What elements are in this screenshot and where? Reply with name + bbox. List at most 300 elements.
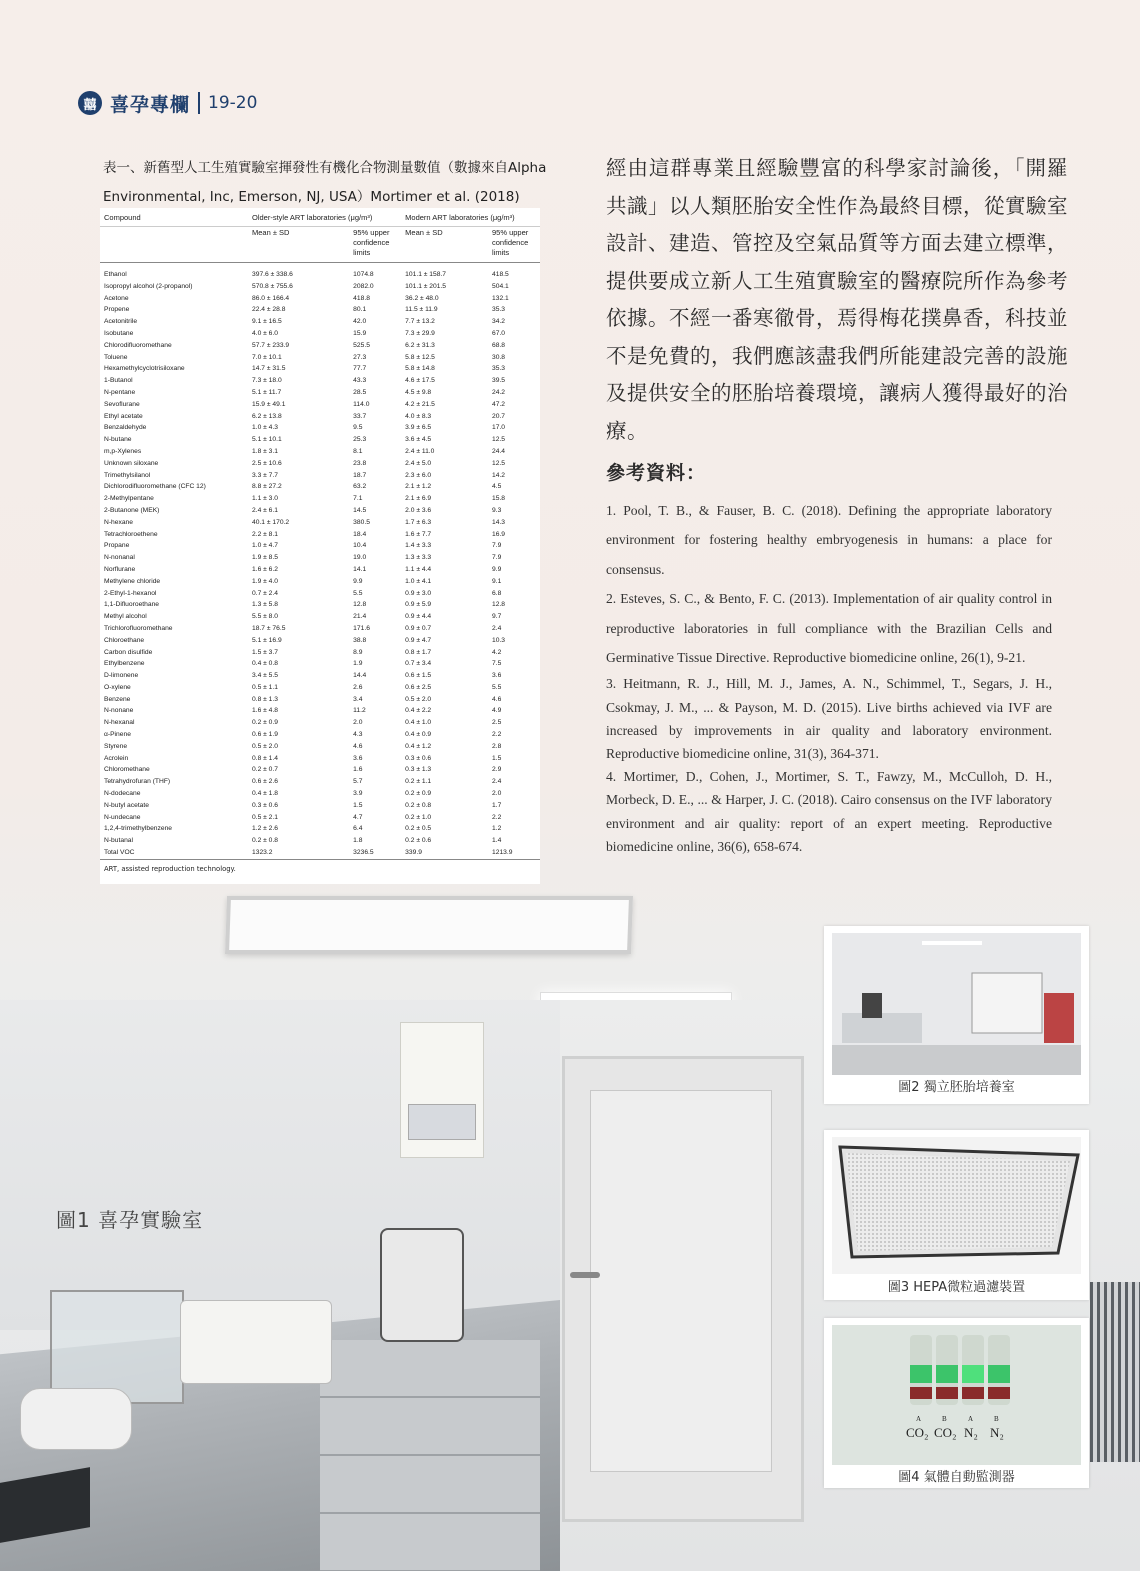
- table-cell: N-pentane: [104, 388, 136, 396]
- table-row: [100, 328, 540, 340]
- table-cell: 0.9 ± 5.9: [405, 601, 432, 609]
- table-cell: 30.8: [492, 353, 506, 361]
- table-row: [100, 458, 540, 470]
- table-cell: 42.0: [353, 318, 367, 326]
- table-cell: 0.2 ± 1.0: [405, 813, 432, 821]
- table-cell: 15.9 ± 49.1: [252, 400, 286, 408]
- table-row: [100, 352, 540, 364]
- table-cell: 77.7: [353, 365, 367, 373]
- column-logo-icon: 囍: [78, 91, 102, 115]
- table-cell: 2.9: [492, 766, 502, 774]
- table-row: [100, 493, 540, 505]
- table-cell: 15.9: [353, 329, 367, 337]
- voc-table: [100, 208, 540, 884]
- table-cell: 5.5: [492, 683, 502, 691]
- table-cell: 39.5: [492, 377, 506, 385]
- table-cell: 1.6 ± 4.8: [252, 707, 278, 715]
- table-cell: 0.8 ± 1.7: [405, 648, 432, 656]
- table-cell: 2.4 ± 6.1: [252, 506, 278, 514]
- table-cell: 40.1 ± 170.2: [252, 518, 290, 526]
- table-row: [100, 847, 540, 859]
- table-cell: N-butyl acetate: [104, 801, 149, 809]
- table-cell: 0.5 ± 2.1: [252, 813, 278, 821]
- table-cell: 2.4 ± 5.0: [405, 459, 432, 467]
- table-cell: 0.4 ± 0.9: [405, 731, 432, 739]
- table-row: [100, 375, 540, 387]
- table-cell: 22.4 ± 28.8: [252, 306, 286, 314]
- figure1-caption: 圖1 喜孕實驗室: [56, 1208, 204, 1232]
- table-cell: 24.2: [492, 388, 506, 396]
- table-cell: 101.1 ± 158.7: [405, 271, 447, 278]
- table-cell: 27.3: [353, 353, 367, 361]
- table-cell: 380.5: [353, 518, 370, 526]
- table-cell: 1.0 ± 4.3: [252, 424, 278, 432]
- door-handle: [570, 1272, 600, 1278]
- table-cell: 17.0: [492, 424, 506, 432]
- table-cell: N-butanal: [104, 837, 133, 845]
- table-cell: Trichlorofluoromethane: [104, 624, 173, 632]
- table-cell: 1.9 ± 4.0: [252, 577, 278, 585]
- table-cell: Benzene: [104, 695, 131, 703]
- table-cell: D-limonene: [104, 672, 139, 680]
- table-cell: 2.5 ± 10.6: [252, 459, 282, 467]
- table-row: [100, 316, 540, 328]
- table-row: [100, 694, 540, 706]
- table-cell: 570.8 ± 755.6: [252, 282, 293, 290]
- table-cell: 7.9: [492, 542, 502, 550]
- table-cell: 7.9: [492, 554, 502, 562]
- table-cell: 0.6 ± 1.5: [405, 672, 432, 680]
- table-cell: 21.4: [353, 613, 367, 621]
- table-cell: 397.6 ± 338.6: [252, 271, 293, 278]
- table-cell: 2.8: [492, 742, 502, 750]
- table-cell: 8.1: [353, 447, 363, 455]
- table-cell: 4.2: [492, 648, 502, 656]
- table-cell: 3.6: [492, 672, 502, 680]
- table-caption: 表一、新舊型人工生殖實驗室揮發性有機化合物測量數值（數據來自Alpha Environmental, Inc, Emerson, NJ, USA）Mortimer et al. (2018): [103, 160, 547, 205]
- table-cell: 86.0 ± 166.4: [252, 294, 290, 302]
- table-cell: 9.1 ± 16.5: [252, 318, 282, 326]
- table-cell: 2.0 ± 3.6: [405, 506, 432, 514]
- figure2-caption: 圖2 獨立胚胎培養室: [898, 1080, 1015, 1095]
- table-cell: 1.7: [492, 801, 502, 809]
- table-cell: 14.1: [353, 565, 367, 573]
- table-cell: 2.2: [492, 813, 502, 821]
- table-cell: 2.4: [492, 624, 502, 632]
- table-cell: 0.4 ± 2.2: [405, 707, 432, 715]
- figure3-card: [824, 1130, 1089, 1300]
- table-cell: Carbon disulfide: [104, 648, 153, 656]
- table-cell: 4.0 ± 8.3: [405, 412, 432, 420]
- table-row: [100, 635, 540, 647]
- table-cell: 12.8: [353, 601, 367, 609]
- table-cell: 7.7 ± 13.2: [405, 318, 435, 326]
- table-cell: 2.0: [353, 719, 363, 727]
- table-cell: 0.2 ± 0.8: [405, 801, 432, 809]
- table-cell: 14.3: [492, 518, 506, 526]
- col-modern-ci: 95% upper confidence limits: [488, 227, 540, 263]
- table-cell: 0.4 ± 1.0: [405, 719, 432, 727]
- gas-light-3: [962, 1335, 984, 1405]
- table-cell: 3236.5: [349, 847, 401, 859]
- microscope: [380, 1228, 464, 1342]
- table-cell: 7.3 ± 29.9: [405, 329, 435, 337]
- article-paragraph: 經由這群專業且經驗豐富的科學家討論後，「開羅共識」以人類胚胎安全性作為最終目標，從實驗室設計、建造、管控及空氣品質等方面去建立標準，提供要成立新人工生殖實驗室的醫療院所作為參考依據。不經一番寒徹骨，焉得梅花撲鼻香，科技並不是免費的，我們應該盡我們所能建設完善的設施及提供安全的胚胎培養環境，讓病人獲得最好的治療。: [606, 156, 1068, 443]
- table-row: [100, 529, 540, 541]
- table-row: [100, 764, 540, 776]
- gas-label: CO₂: [934, 1425, 957, 1440]
- table-cell: 2-Methylpentane: [104, 495, 154, 503]
- table-cell: m,p-Xylenes: [104, 447, 142, 455]
- table-cell: 4.9: [492, 707, 502, 715]
- table-cell: Benzaldehyde: [104, 424, 147, 432]
- col-old-ci: 95% upper confidence limits: [349, 227, 401, 263]
- table-cell: 1074.8: [353, 271, 374, 278]
- table-cell: 4.6: [353, 742, 363, 750]
- table-cell: 0.2 ± 0.7: [252, 766, 278, 774]
- table-cell: Tetrachloroethene: [104, 530, 158, 538]
- table-cell: 4.3: [353, 731, 363, 739]
- table-row: [100, 599, 540, 611]
- table-cell: Hexamethylcyclotrisiloxane: [104, 365, 185, 373]
- cabinet-window: [408, 1104, 476, 1140]
- table-cell: 2.3 ± 6.0: [405, 471, 432, 479]
- table-cell: Chloroethane: [104, 636, 145, 644]
- table-cell: 5.5 ± 8.0: [252, 613, 278, 621]
- table-cell: 18.7 ± 76.5: [252, 624, 286, 632]
- lab-instrument: [180, 1300, 332, 1384]
- table-cell: 12.5: [492, 436, 506, 444]
- table-cell: 0.6 ± 1.9: [252, 731, 278, 739]
- table-cell: 4.5: [492, 483, 502, 491]
- table-cell: 3.6 ± 4.5: [405, 436, 432, 444]
- table-cell: 4.7: [353, 813, 363, 821]
- table-cell: 0.9 ± 4.4: [405, 613, 432, 621]
- table-cell: 18.4: [353, 530, 367, 538]
- table-cell: 47.2: [492, 400, 506, 408]
- table-cell: 0.8 ± 1.3: [252, 695, 278, 703]
- table-cell: 9.9: [353, 577, 363, 585]
- table-cell: 0.2 ± 0.8: [252, 837, 278, 845]
- wall-vent: [1090, 1282, 1140, 1462]
- reference-item: 3. Heitmann, R. J., Hill, M. J., James, A. N., Schimmel, T., Segars, J. H., Csokmay, J. M., ... & Payson, M. D. (2015). Live births achieved via IVF are increased by improvements in air quality and laboratory environment. Reproductive biomedicine online, 31(3), 364-371.: [606, 676, 1052, 762]
- table-cell: 2.6: [353, 683, 363, 691]
- table-cell: 1.6: [353, 766, 363, 774]
- table-cell: 101.1 ± 201.5: [405, 282, 447, 290]
- table-cell: 0.3 ± 0.6: [252, 801, 278, 809]
- table-cell: 7.0 ± 10.1: [252, 353, 282, 361]
- table-body: [100, 263, 540, 860]
- table-row: [100, 399, 540, 411]
- reference-item: 4. Mortimer, D., Cohen, J., Mortimer, S. T., Fawzy, M., McCulloh, D. H., Morbeck, D. E., ... & Harper, J. C. (2018). Cairo consensus on the IVF laboratory environment and air quality: report of an expert meeting. Reproductive biomedicine online, 36(6), 658-674.: [606, 769, 1052, 854]
- table-row: [100, 434, 540, 446]
- table-cell: Chlorodifluoromethane: [104, 341, 172, 349]
- table-cell: 7.5: [492, 660, 502, 668]
- table-cell: 1323.2: [248, 847, 349, 859]
- table-cell: 2.1 ± 1.2: [405, 483, 432, 491]
- reference-item: 1. Pool, T. B., & Fauser, B. C. (2018). Defining the appropriate laboratory environment for fostering healthy embryogenesis in humans: a place for consensus.: [606, 503, 1052, 577]
- table-row: [100, 776, 540, 788]
- table-row: [100, 576, 540, 588]
- table-cell: 3.9: [353, 790, 363, 798]
- table-cell: 3.4: [353, 695, 363, 703]
- hepa-filter-illustration: [832, 1137, 1081, 1274]
- table-cell: 1.4: [492, 837, 502, 845]
- table-row: [100, 741, 540, 753]
- lab-door: [590, 1090, 772, 1472]
- table-cell: 1.2 ± 2.6: [252, 825, 278, 833]
- table-cell: 4.6 ± 17.5: [405, 377, 435, 385]
- table-cell: 68.8: [492, 341, 506, 349]
- table-cell: 9.9: [492, 565, 502, 573]
- table-cell: 1.6 ± 7.7: [405, 530, 432, 538]
- table-cell: 63.2: [353, 483, 367, 491]
- table-cell: 5.7: [353, 778, 363, 786]
- table-cell: 23.8: [353, 459, 367, 467]
- table-row: [100, 623, 540, 635]
- table-cell: 2.4 ± 11.0: [405, 447, 435, 455]
- table-cell: N-nonanal: [104, 554, 135, 562]
- table-cell: 5.1 ± 11.7: [252, 388, 282, 396]
- table-cell: 10.4: [353, 542, 367, 550]
- table-cell: 1,1-Difluoroethane: [104, 601, 160, 609]
- table-row: [100, 293, 540, 305]
- table-cell: 24.4: [492, 447, 506, 455]
- gas-light-1: [910, 1335, 932, 1405]
- gas-sublabel: A: [968, 1415, 974, 1423]
- counter-drawers: [320, 1340, 540, 1571]
- table-cell: 1.0 ± 4.1: [405, 577, 432, 585]
- table-cell: 9.7: [492, 613, 502, 621]
- col-modern-mean: Mean ± SD: [401, 227, 488, 263]
- column-title: 喜孕專欄: [110, 93, 191, 116]
- table-cell: 1213.9: [488, 847, 540, 859]
- table-cell: Methyl alcohol: [104, 613, 147, 621]
- table-cell: 57.7 ± 233.9: [252, 341, 290, 349]
- table-cell: 0.3 ± 0.6: [405, 754, 432, 762]
- table-cell: α-Pinene: [104, 731, 131, 739]
- table-cell: 0.9 ± 3.0: [405, 589, 432, 597]
- table-cell: 20.7: [492, 412, 506, 420]
- table-row: [100, 517, 540, 529]
- table-cell: Ethyl acetate: [104, 412, 143, 420]
- table-cell: 1.3 ± 3.3: [405, 554, 432, 562]
- table-cell: Dichlorodifluoromethane (CFC 12): [104, 483, 206, 491]
- table-cell: 504.1: [492, 282, 509, 290]
- table-cell: N-hexane: [104, 518, 133, 526]
- table-cell: 14.2: [492, 471, 506, 479]
- table-row: [100, 505, 540, 517]
- table-cell: 1.3 ± 5.8: [252, 601, 278, 609]
- table-cell: 1.1 ± 4.4: [405, 565, 432, 573]
- table-row: [100, 422, 540, 434]
- table-row: [100, 281, 540, 293]
- table-row: [100, 788, 540, 800]
- gas-sublabel: B: [942, 1415, 947, 1423]
- table-cell: 2.0: [492, 790, 502, 798]
- table-cell: 5.1 ± 10.1: [252, 436, 282, 444]
- table-cell: Ethylbenzene: [104, 660, 145, 668]
- gas-light-4: [988, 1335, 1010, 1405]
- table-row: [100, 647, 540, 659]
- gas-light-2: [936, 1335, 958, 1405]
- table-cell: 14.7 ± 31.5: [252, 365, 286, 373]
- table-cell: 36.2 ± 48.0: [405, 294, 439, 302]
- table-cell: 4.6: [492, 695, 502, 703]
- table-cell: 12.8: [492, 601, 506, 609]
- table-cell: 4.0 ± 6.0: [252, 329, 278, 337]
- table-cell: 15.8: [492, 495, 506, 503]
- gas-label: CO₂: [906, 1425, 929, 1440]
- table-cell: Sevoflurane: [104, 400, 140, 408]
- table-row: [100, 800, 540, 812]
- table-cell: 33.7: [353, 412, 367, 420]
- table-cell: 0.2 ± 1.1: [405, 778, 432, 786]
- table-cell: Acrolein: [104, 754, 129, 762]
- table-cell: 1.4 ± 3.3: [405, 542, 432, 550]
- figure4-card: [824, 1318, 1089, 1488]
- table-cell: 1.8 ± 3.1: [252, 447, 278, 455]
- table-cell: 1,2,4-trimethylbenzene: [104, 825, 173, 833]
- table-cell: Isobutane: [104, 329, 134, 337]
- table-cell: 525.5: [353, 341, 370, 349]
- table-cell: 10.3: [492, 636, 506, 644]
- table-row: [100, 540, 540, 552]
- table-cell: N-nonane: [104, 707, 134, 715]
- table-cell: 0.6 ± 2.6: [252, 778, 278, 786]
- table-row: [100, 363, 540, 375]
- table-cell: Styrene: [104, 742, 128, 750]
- table-cell: 1-Butanol: [104, 377, 133, 385]
- table-cell: 0.7 ± 2.4: [252, 589, 278, 597]
- table-cell: 67.0: [492, 329, 506, 337]
- page-header: [78, 90, 257, 116]
- table-cell: 14.4: [353, 672, 367, 680]
- figure4-caption: 圖4 氣體自動監測器: [898, 1470, 1015, 1485]
- table-cell: 35.3: [492, 365, 506, 373]
- table-cell: Toluene: [104, 353, 128, 361]
- table-cell: 0.8 ± 1.4: [252, 754, 278, 762]
- table-cell: 0.4 ± 0.8: [252, 660, 278, 668]
- table-cell: 3.6: [353, 754, 363, 762]
- table-cell: 34.2: [492, 318, 506, 326]
- table-cell: 7.1: [353, 495, 363, 503]
- table-cell: 5.5: [353, 589, 363, 597]
- table-cell: 114.0: [353, 400, 370, 408]
- table-cell: 0.9 ± 0.7: [405, 624, 432, 632]
- table-cell: 11.5 ± 11.9: [405, 306, 438, 314]
- table-row: [100, 387, 540, 399]
- table-cell: 9.5: [353, 424, 363, 432]
- table-cell: 8.8 ± 27.2: [252, 483, 282, 491]
- table-row: [100, 470, 540, 482]
- table-cell: 5.8 ± 12.5: [405, 353, 435, 361]
- table-cell: 3.4 ± 5.5: [252, 672, 278, 680]
- gas-monitor-illustration: [832, 1325, 1081, 1465]
- figure3-caption: 圖3 HEPA微粒過濾裝置: [887, 1280, 1026, 1295]
- col-group-old: Older-style ART laboratories (μg/m³): [248, 208, 401, 227]
- table-cell: 2.5: [492, 719, 502, 727]
- table-cell: 1.5: [492, 754, 502, 762]
- table-cell: 0.2 ± 0.9: [405, 790, 432, 798]
- table-cell: N-undecane: [104, 813, 141, 821]
- table-cell: 3.3 ± 7.7: [252, 471, 278, 479]
- table-cell: 0.2 ± 0.6: [405, 837, 432, 845]
- table-cell: 1.6 ± 6.2: [252, 565, 278, 573]
- table-footnote: ART, assisted reproduction technology.: [104, 864, 236, 873]
- ceiling-filter-panel: [225, 896, 633, 954]
- table-row: [100, 552, 540, 564]
- table-cell: 339.9: [401, 847, 488, 859]
- table-cell: 0.4 ± 1.2: [405, 742, 432, 750]
- table-cell: 4.5 ± 9.8: [405, 388, 432, 396]
- table-row: [100, 753, 540, 765]
- table-row: [100, 481, 540, 493]
- table-cell: Unknown siloxane: [104, 459, 159, 467]
- table-cell: 2.1 ± 6.9: [405, 495, 432, 503]
- table-cell: 0.4 ± 1.8: [252, 790, 278, 798]
- table-cell: 2082.0: [353, 282, 374, 290]
- table-cell: 1.8: [353, 837, 363, 845]
- table-cell: 6.2 ± 31.3: [405, 341, 435, 349]
- table-cell: 171.6: [353, 624, 370, 632]
- table-row: [100, 705, 540, 717]
- col-group-modern: Modern ART laboratories (μg/m³): [401, 208, 540, 227]
- table-cell: Total VOC: [100, 847, 248, 859]
- table-cell: 14.5: [353, 506, 367, 514]
- reference-item: 2. Esteves, S. C., & Bento, F. C. (2013). Implementation of air quality control in reproductive laboratories in full compliance with the Brazilian Cells and Germinative Tissue Directive. Reproductive biomedicine online, 26(1), 9-21.: [606, 591, 1052, 666]
- table-cell: 1.7 ± 6.3: [405, 518, 432, 526]
- embryo-culture-room-photo: [832, 933, 1081, 1075]
- table-cell: 418.8: [353, 294, 370, 302]
- analytical-balance: [50, 1290, 184, 1404]
- table-cell: 8.9: [353, 648, 363, 656]
- table-cell: 5.8 ± 14.8: [405, 365, 435, 373]
- table-cell: Chloromethane: [104, 766, 150, 774]
- table-row: [100, 823, 540, 835]
- table-cell: 0.9 ± 4.7: [405, 636, 432, 644]
- table-cell: 0.3 ± 1.3: [405, 766, 432, 774]
- embryo-room-illustration: [832, 933, 1081, 1075]
- table-cell: 12.5: [492, 459, 506, 467]
- table-cell: O-xylene: [104, 683, 131, 691]
- table-row: [100, 682, 540, 694]
- table-row: [100, 611, 540, 623]
- col-old-mean: Mean ± SD: [248, 227, 349, 263]
- table-row: [100, 670, 540, 682]
- table-cell: N-hexanal: [104, 719, 135, 727]
- table-cell: 2.4: [492, 778, 502, 786]
- table-row: [100, 835, 540, 847]
- gas-sublabel: A: [916, 1415, 922, 1423]
- references-list: [606, 496, 1052, 858]
- col-compound: Compound: [100, 208, 248, 227]
- table-cell: 0.5 ± 1.1: [252, 683, 278, 691]
- hepa-filter-photo: [832, 1137, 1081, 1274]
- table-row: [100, 717, 540, 729]
- table-cell: 16.9: [492, 530, 506, 538]
- table-cell: 1.9: [353, 660, 363, 668]
- table-cell: 1.2: [492, 825, 502, 833]
- gas-label: N₂: [964, 1425, 978, 1440]
- table-cell: 11.2: [353, 707, 366, 715]
- table-cell: 9.3: [492, 506, 502, 514]
- table-cell: 2-Butanone (MEK): [104, 506, 160, 514]
- table-cell: 80.1: [353, 306, 367, 314]
- table-cell: 0.6 ± 2.5: [405, 683, 432, 691]
- telephone: [20, 1388, 132, 1450]
- table-cell: 9.1: [492, 577, 502, 585]
